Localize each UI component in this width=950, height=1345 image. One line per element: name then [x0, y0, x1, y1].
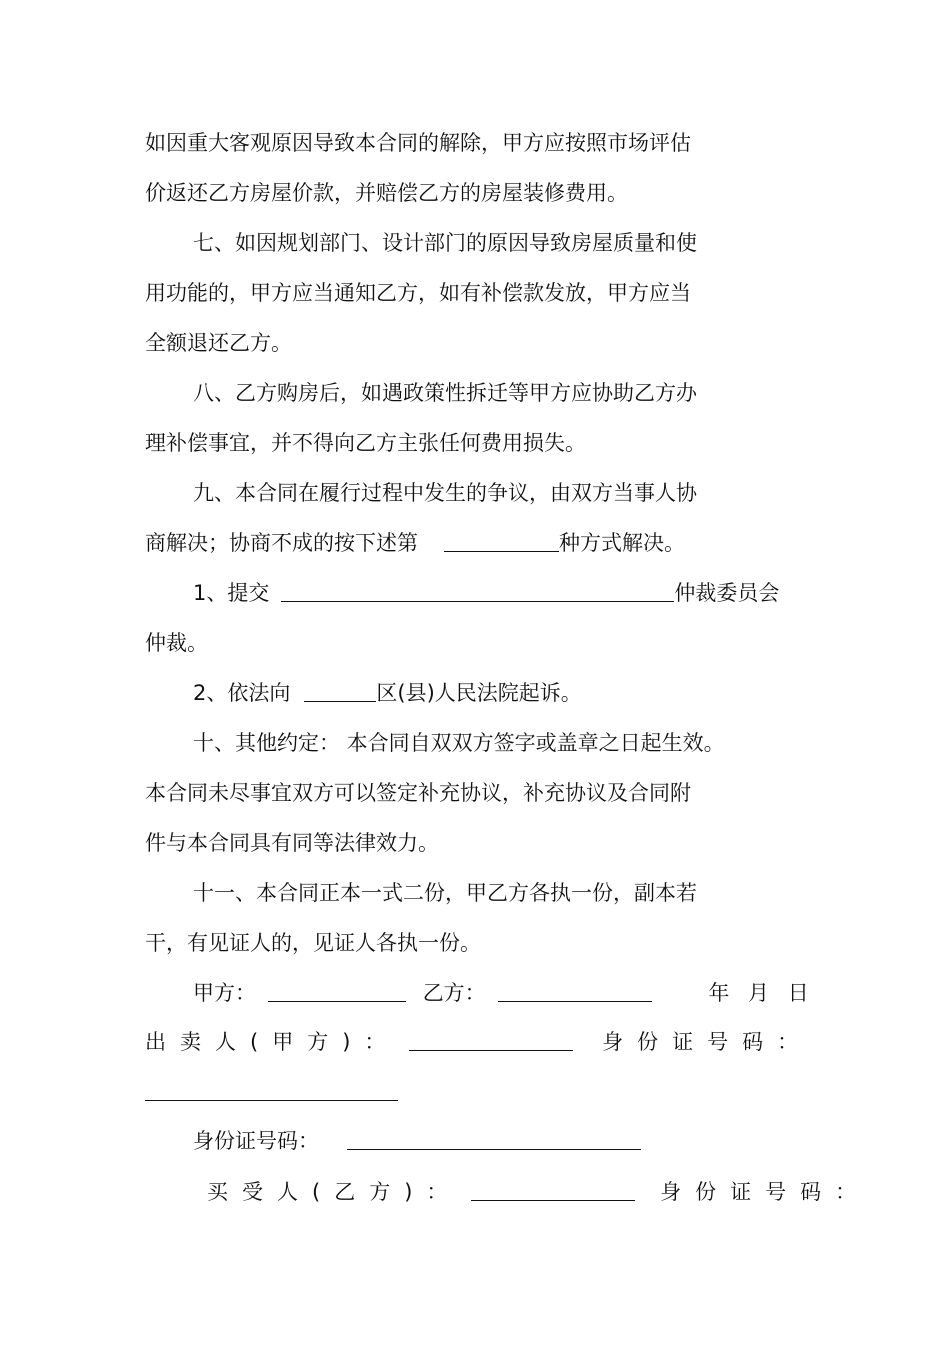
id-number-line	[193, 1127, 641, 1155]
clause-eight-line: 八、乙方购房后，如遇政策性拆迁等甲方应协助乙方办	[193, 381, 697, 405]
paragraph-line: 如因重大客观原因导致本合同的解除，甲方应按照市场评估	[145, 131, 691, 155]
clause-seven-line: 七、如因规划部门、设计部门的原因导致房屋质量和使	[193, 231, 697, 255]
clause-ten-line: 十、其他约定： 本合同自双双方签字或盖章之日起生效。	[193, 731, 725, 755]
buyer-id-label: 身份证号码：	[660, 1180, 871, 1204]
clause-nine-line: 九、本合同在履行过程中发生的争议，由双方当事人协	[193, 481, 697, 505]
dispute-method-blank[interactable]	[444, 531, 559, 552]
paragraph-line: 用功能的，甲方应当通知乙方，如有补偿款发放，甲方应当	[145, 281, 691, 305]
court-option-line	[193, 679, 582, 707]
id-number-label: 身份证号码：	[193, 1129, 319, 1153]
paragraph-line: 价返还乙方房屋价款，并赔偿乙方的房屋装修费用。	[145, 181, 628, 205]
signature-party-line	[193, 979, 815, 1007]
dispute-method-suffix: 种方式解决。	[559, 531, 685, 555]
buyer-name-blank[interactable]	[471, 1180, 635, 1201]
paragraph-line: 干，有见证人的，见证人各执一份。	[145, 931, 481, 955]
arbitration-option-line	[193, 579, 779, 607]
id-number-blank[interactable]	[347, 1129, 641, 1150]
paragraph-line: 本合同未尽事宜双方可以签定补充协议，补充协议及合同附	[145, 781, 691, 805]
seller-id-label: 身份证号码：	[602, 1030, 813, 1054]
seller-id-blank[interactable]	[145, 1080, 398, 1101]
arbitration-committee-blank[interactable]	[281, 581, 674, 602]
party-a-label: 甲方：	[193, 981, 256, 1005]
paragraph-line: 仲裁。	[145, 631, 208, 655]
court-option-suffix: 区(县)人民法院起诉。	[376, 681, 582, 705]
paragraph-line: 全额退还乙方。	[145, 331, 292, 355]
arbitration-option-text: 1、提交	[193, 581, 270, 605]
court-district-blank[interactable]	[304, 681, 376, 702]
clause-eleven-line: 十一、本合同正本一式二份，甲乙方各执一份，副本若	[193, 881, 697, 905]
paragraph-line: 理补偿事宜，并不得向乙方主张任何费用损失。	[145, 431, 586, 455]
buyer-label: 买受人(乙方)：	[207, 1180, 462, 1204]
party-b-signature-blank[interactable]	[498, 981, 652, 1002]
arbitration-option-suffix: 仲裁委员会	[674, 581, 780, 605]
seller-name-blank[interactable]	[409, 1030, 573, 1051]
dispute-method-text: 商解决；协商不成的按下述第	[145, 531, 418, 555]
court-option-text: 2、依法向	[193, 681, 291, 705]
seller-label: 出卖人(甲方)：	[145, 1030, 400, 1054]
dispute-method-line	[145, 529, 685, 557]
party-a-signature-blank[interactable]	[268, 981, 406, 1002]
buyer-line	[207, 1178, 870, 1206]
seller-line	[145, 1028, 812, 1056]
date-label: 年 月 日	[708, 981, 815, 1005]
seller-id-line	[145, 1078, 398, 1106]
party-b-label: 乙方：	[422, 981, 486, 1005]
paragraph-line: 件与本合同具有同等法律效力。	[145, 831, 439, 855]
